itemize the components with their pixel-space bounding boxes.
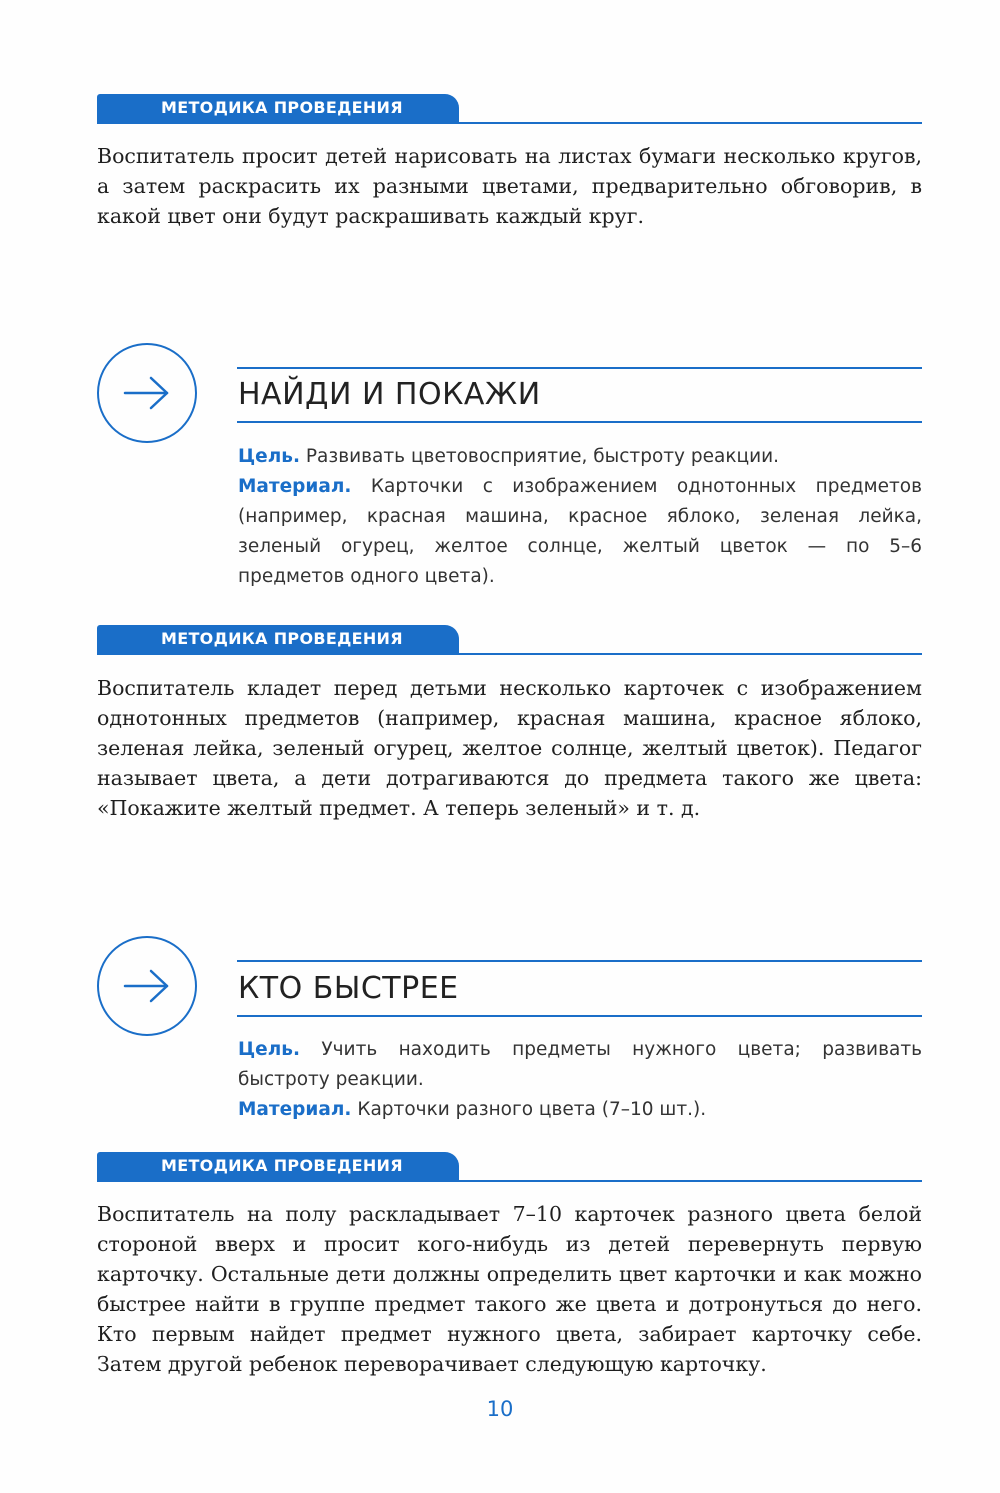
goal-line: [238, 442, 922, 472]
method-paragraph: Воспитатель просит детей нарисовать на листах бумаги несколько кругов, а затем раскрасить их разными цветами, предварительно обговорив, в какой цвет они будут раскрашивать каждый круг.: [97, 144, 922, 228]
method-paragraph: Воспитатель на полу раскладывает 7–10 карточек разного цвета белой стороной вверх и просит кого-нибудь из детей перевернуть первую карточку. Остальные дети должны определить цвет карточки и как можно быстрее найти в группе предмет такого же цвета и дотронуться до него. Кто первым найдет предмет нужного цвета, забирает карточку себе. Затем другой ребенок переворачивает следующую карточку.: [97, 1202, 922, 1376]
method-paragraph: Воспитатель кладет перед детьми несколько карточек с изображением однотонных предметов (например, красная машина, красное яблоко, зеленая лейка, зеленый огурец, желтое солнце, желтый цветок). Педагог называет цвета, а дети дотрагиваются до предмета такого же цвета: «Покажите желтый предмет. А теперь зеленый» и т. д.: [97, 676, 922, 820]
arrow-right-icon: [121, 373, 173, 413]
method-header-label: МЕТОДИКА ПРОВЕДЕНИЯ: [161, 629, 403, 648]
title-rule-bottom: [237, 1015, 922, 1017]
arrow-circle: [97, 343, 197, 443]
game-title: КТО БЫСТРЕЕ: [238, 971, 459, 1006]
goal-line: [238, 1035, 922, 1095]
title-rule-top: [237, 960, 922, 962]
arrow-right-icon: [121, 966, 173, 1006]
material-text: Карточки с изображением однотонных предметов (например, красная машина, красное яблоко, зеленая лейка, зеленый огурец, желтое солнце, желтый цветок — по 5–6 предметов одного цвета).: [238, 476, 922, 587]
material-label: Материал.: [238, 476, 352, 497]
method-header-label: МЕТОДИКА ПРОВЕДЕНИЯ: [161, 1156, 403, 1175]
method-header-label: МЕТОДИКА ПРОВЕДЕНИЯ: [161, 98, 403, 117]
goal-label: Цель.: [238, 446, 300, 467]
title-rule-bottom: [237, 421, 922, 423]
material-text: Карточки разного цвета (7–10 шт.).: [357, 1099, 707, 1120]
method-header: [97, 94, 922, 126]
arrow-circle: [97, 936, 197, 1036]
goal-text: Учить находить предметы нужного цвета; развивать быстроту реакции.: [238, 1039, 922, 1090]
game-title: НАЙДИ И ПОКАЖИ: [238, 377, 541, 412]
material-label: Материал.: [238, 1099, 352, 1120]
title-rule-top: [237, 367, 922, 369]
method-header: [97, 625, 922, 657]
goal-text: Развивать цветовосприятие, быстроту реакции.: [305, 446, 780, 467]
material-line: [238, 1095, 922, 1125]
goal-label: Цель.: [238, 1039, 300, 1060]
page-number: 10: [486, 1397, 514, 1421]
material-line: [238, 472, 922, 592]
method-header: [97, 1152, 922, 1184]
